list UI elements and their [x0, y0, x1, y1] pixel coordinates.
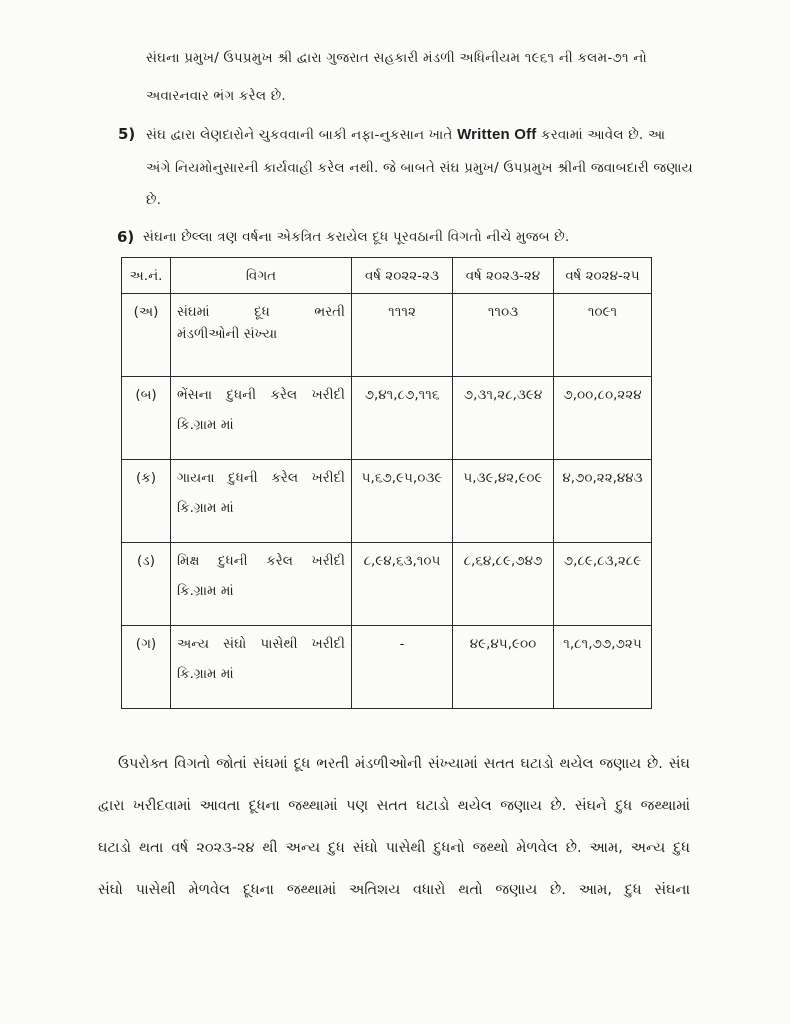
value: ૭,૦૦,૮૦,૨૨૪: [563, 387, 642, 403]
cell-details: [171, 626, 352, 709]
header-year-2022-23: વર્ષ ૨૦૨૨-૨૩: [352, 258, 453, 294]
detail-line-1: ભેંસના દુધની કરેલ ખરીદી: [177, 387, 345, 403]
value: ૪૯,૪૫,૯૦૦: [469, 636, 537, 652]
serial-label: (અ): [133, 304, 159, 320]
value: ૧૦૯૧: [587, 304, 618, 320]
value: ૭,૩૧,૨૮,૩૯૪: [463, 387, 543, 403]
point-5-text-a: સંઘ દ્વારા લેણદારોને ચુકવવાની બાકી નફા-નુકસાન ખાતે: [146, 127, 453, 143]
cell-value-2023-24: [453, 626, 554, 709]
point-5-line-3: છે.: [146, 192, 162, 208]
serial-label: (બ): [135, 387, 157, 403]
header-year-2024-25: વર્ષ ૨૦૨૪-૨૫: [554, 258, 652, 294]
value: ૧૧૦૩: [487, 304, 519, 320]
conclusion-line: ઉપરોક્ત વિગતો જોતાં સંઘમાં દૂધ ભરતી મંડળીઓની સંખ્યામાં સતત ઘટાડો થયેલ જણાય છે. સંઘ: [118, 756, 690, 772]
point-5-number: 5): [118, 125, 136, 143]
table-row: [122, 460, 652, 543]
detail-line-2: કિ.ગ્રામ માં: [177, 666, 234, 682]
header-serial: અ.નં.: [122, 258, 171, 294]
point-6-number: 6): [117, 228, 135, 246]
detail-line-1: મિક્ષ દુધની કરેલ ખરીદી: [177, 553, 345, 569]
cell-value-2024-25: [554, 460, 652, 543]
detail-line-2: કિ.ગ્રામ માં: [177, 583, 234, 599]
value: ૮,૬૪,૮૯,૭૪૭: [463, 553, 543, 569]
value: -: [399, 636, 405, 652]
serial-label: (ક): [135, 470, 157, 486]
detail-line-1: અન્ય સંઘો પાસેથી ખરીદી: [177, 636, 345, 652]
serial-label: (ડ): [137, 553, 155, 569]
value: ૪,૭૦,૨૨,૪૪૩: [562, 470, 643, 486]
table-row: [122, 294, 652, 377]
point-6-text: સંઘના છેલ્લા ત્રણ વર્ષના એકત્રિત કરાયેલ દૂધ પૂરવઠાની વિગતો નીચે મુજબ છે.: [143, 229, 570, 245]
cell-value-2024-25: [554, 294, 652, 377]
value: ૧,૮૧,૭૭,૭૨૫: [563, 636, 642, 652]
cell-value-2022-23: [352, 377, 453, 460]
intro-line-1: સંઘના પ્રમુખ/ ઉપપ્રમુખ શ્રી દ્વારા ગુજરાત સહકારી મંડળી અધિનીયમ ૧૯૬૧ ની કલમ-૭૧ નો: [146, 50, 647, 66]
point-5-written-off: Written Off: [457, 126, 537, 143]
cell-serial: [122, 543, 171, 626]
value: ૫,૬૭,૯૫,૦૩૯: [361, 470, 443, 486]
value: ૭,૪૧,૮૭,૧૧૬: [364, 387, 440, 403]
table-row: [122, 377, 652, 460]
point-5-line-2: અંગે નિયમોનુસારની કાર્યવાહી કરેલ નથી. જે બાબતે સંઘ પ્રમુખ/ ઉપપ્રમુખ શ્રીની જવાબદારી જણાય: [146, 160, 693, 176]
conclusion-line: સંઘો પાસેથી મેળવેલ દૂધના જથ્થામાં અતિશય વધારો થતો જણાય છે. આમ, દુધ સંઘના: [98, 882, 690, 898]
cell-value-2024-25: [554, 626, 652, 709]
cell-serial: [122, 626, 171, 709]
conclusion-line: દ્વારા ખરીદવામાં આવતા દૂધના જથ્થામાં પણ સતત ઘટાડો થયેલ જણાય છે. સંઘને દુધ જથ્થામાં: [98, 798, 690, 814]
value: ૫,૩૯,૪૨,૯૦૯: [463, 470, 543, 486]
cell-value-2022-23: [352, 460, 453, 543]
value: ૮,૯૪,૬૩,૧૦૫: [363, 553, 441, 569]
detail-line-1: સંઘમાં દૂધ ભરતી: [177, 304, 345, 320]
table-row: [122, 543, 652, 626]
value: ૧૧૧૨: [388, 304, 416, 320]
header-details: વિગત: [171, 258, 352, 294]
table-header-row: [122, 258, 652, 294]
point-5-text-b: કરવામાં આવેલ છે. આ: [540, 127, 666, 143]
cell-value-2023-24: [453, 377, 554, 460]
milk-supply-table: [121, 257, 652, 709]
cell-value-2023-24: [453, 294, 554, 377]
header-year-2023-24: વર્ષ ૨૦૨૩-૨૪: [453, 258, 554, 294]
conclusion-paragraph: [98, 746, 690, 908]
cell-details: [171, 377, 352, 460]
cell-value-2022-23: [352, 626, 453, 709]
detail-line-2: કિ.ગ્રામ માં: [177, 500, 234, 516]
detail-line-2: કિ.ગ્રામ માં: [177, 417, 234, 433]
cell-value-2023-24: [453, 460, 554, 543]
serial-label: (ગ): [135, 636, 157, 652]
detail-line-1: ગાયના દુધની કરેલ ખરીદી: [177, 470, 345, 486]
cell-value-2024-25: [554, 377, 652, 460]
cell-serial: [122, 460, 171, 543]
point-5-line-1: [146, 126, 665, 143]
value: ૭,૮૯,૮૩,૨૮૯: [563, 553, 642, 569]
cell-value-2022-23: [352, 543, 453, 626]
cell-value-2024-25: [554, 543, 652, 626]
cell-value-2023-24: [453, 543, 554, 626]
cell-serial: [122, 294, 171, 377]
cell-value-2022-23: [352, 294, 453, 377]
table-row: [122, 626, 652, 709]
cell-details: [171, 294, 352, 377]
cell-details: [171, 543, 352, 626]
cell-serial: [122, 377, 171, 460]
detail-line-2: મંડળીઓની સંખ્યા: [177, 326, 278, 342]
cell-details: [171, 460, 352, 543]
intro-line-2: અવારનવાર ભંગ કરેલ છે.: [146, 88, 286, 104]
conclusion-line: ઘટાડો થતા વર્ષ ૨૦૨૩-૨૪ થી અન્ય દુધ સંઘો પાસેથી દુધનો જથ્થો મેળવેલ છે. આમ, અન્ય દુધ: [98, 840, 690, 856]
